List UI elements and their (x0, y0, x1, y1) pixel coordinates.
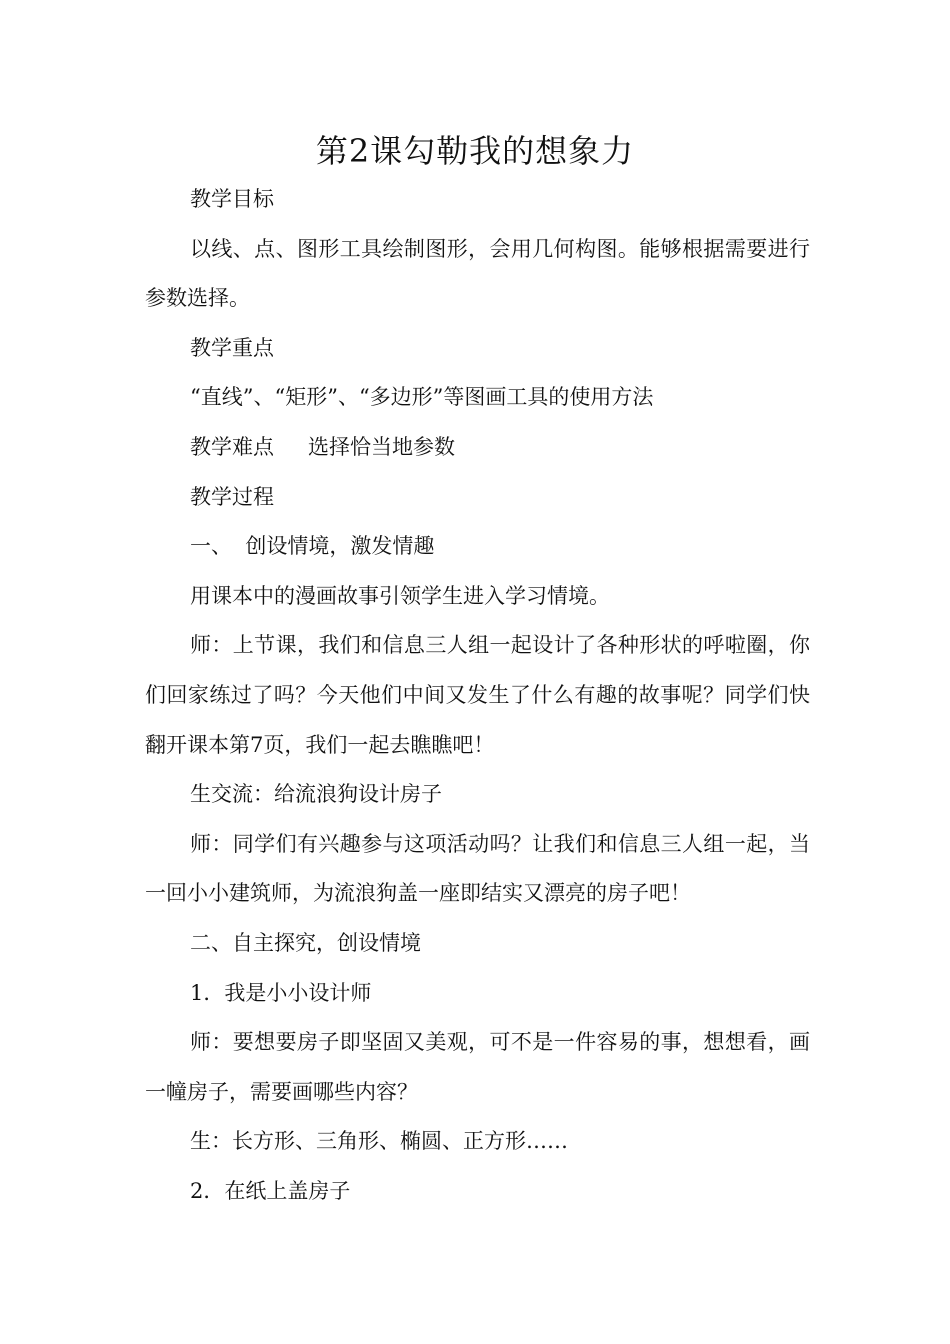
paragraph-intro: 用课本中的漫画故事引领学生进入学习情境。 (190, 583, 610, 608)
section-heading-1: 一、 创设情境，激发情趣 (190, 534, 435, 559)
heading-teaching-focus: 教学重点 (190, 335, 274, 360)
document-body (145, 175, 810, 1216)
paragraph-teacher-3: 师：要想要房子即坚固又美观，可不是一件容易的事，想想看，画一幢房子，需要画哪些内容？ (145, 1030, 810, 1104)
paragraph-student-2: 生：长方形、三角形、椭圆、正方形…… (190, 1129, 568, 1154)
document-title: 第2课勾勒我的想象力 (315, 132, 635, 170)
paragraph-focus: “直线”、“矩形”、“多边形”等图画工具的使用方法 (190, 385, 654, 410)
difficulty-text: 选择恰当地参数 (308, 434, 455, 459)
paragraph-objectives: 以线、点、图形工具绘制图形，会用几何构图。能够根据需要进行参数选择。 (145, 236, 810, 311)
heading-teaching-objectives: 教学目标 (190, 187, 274, 211)
paragraph-teacher-1: 师：上节课，我们和信息三人组一起设计了各种形状的呼啦圈，你们回家练过了吗？今天他们中间又发生了什么有趣的故事呢？同学们快翻开课本第7页，我们一起去瞧瞧吧！ (145, 633, 810, 757)
subsection-2: 2．在纸上盖房子 (190, 1178, 351, 1203)
paragraph-student-1: 生交流：给流浪狗设计房子 (190, 782, 442, 807)
heading-teaching-difficulty: 教学难点 (190, 434, 274, 459)
section-heading-2: 二、自主探究，创设情境 (190, 930, 421, 955)
subsection-1: 1．我是小小设计师 (190, 980, 372, 1005)
heading-teaching-process: 教学过程 (190, 484, 274, 509)
paragraph-difficulty (145, 423, 810, 473)
paragraph-teacher-2: 师：同学们有兴趣参与这项活动吗？让我们和信息三人组一起，当一回小小建筑师，为流浪狗盖一座即结实又漂亮的房子吧！ (145, 831, 810, 906)
